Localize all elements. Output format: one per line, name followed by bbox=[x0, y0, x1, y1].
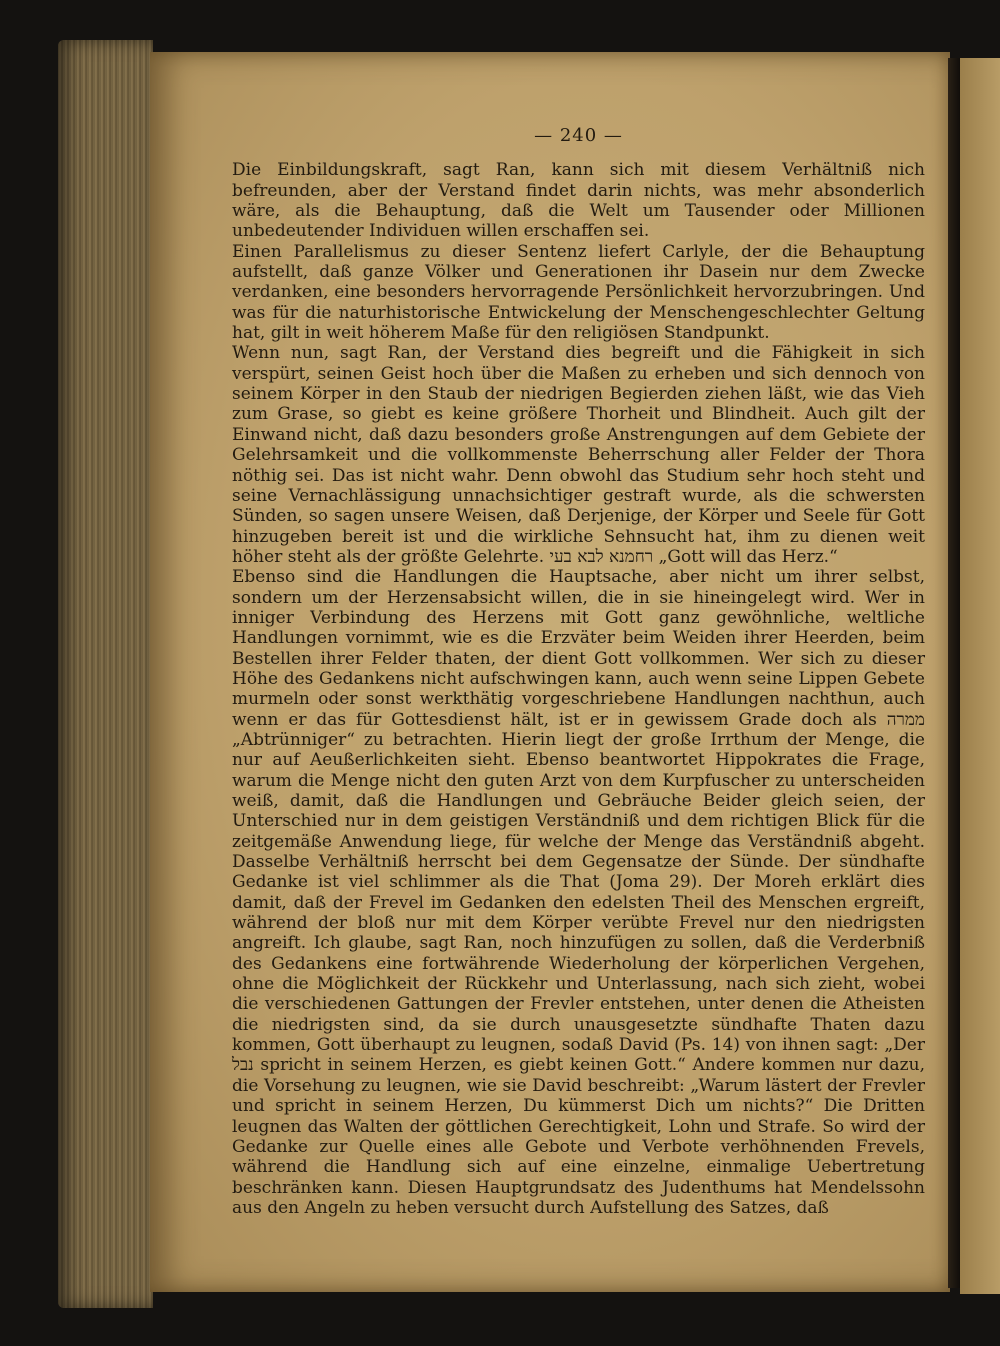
paragraph-3: Wenn nun, sagt Ran, der Verstand dies begreift und die Fähigkeit in sich verspürt, seinen Geist hoch über die Maßen zu erheben und sich dennoch von seinem Körper in den Staub der niedrigen Begierden ziehen läßt, wie das Vieh zum Grase, so giebt es keine größere Thorheit und Blindheit. Auch gilt der Einwand nicht, daß dazu besonders große Anstrengungen auf dem Gebiete der Gelehrsamkeit und die vollkommenste Beherrschung aller Felder der Thora nöthig sei. Das ist nicht wahr. Denn obwohl das Studium sehr hoch steht und seine Vernachlässigung unnachsichtiger gestraft wurde, als die schwersten Sünden, so sagen unsere Weisen, daß Derjenige, der Körper und Seele für Gott hinzugeben bereit ist und die wirkliche Sehnsucht hat, ihm zu dienen weit höher steht als der größte Gelehrte. רחמנא לבא בעי „Gott will das Herz.“ bbox=[232, 343, 925, 567]
paragraph-4: Ebenso sind die Handlungen die Hauptsache, aber nicht um ihrer selbst, sondern um der Herzensabsicht willen, die in sie hineingelegt wird. Wer in inniger Verbindung des Herzens mit Gott ganz gewöhnliche, weltliche Handlungen vornimmt, wie es die Erzväter beim Weiden ihrer Heerden, beim Bestellen ihrer Felder thaten, der dient Gott vollkommen. Wer sich zu dieser Höhe des Gedankens nicht aufschwingen kann, auch wenn seine Lippen Gebete murmeln oder sonst werkthätig vorgeschriebene Handlungen nachthun, auch wenn er das für Gottesdienst hält, ist er in gewissem Grade doch als ממרה „Abtrünniger“ zu betrachten. Hierin liegt der große Irrthum der Menge, die nur auf Aeußerlichkeiten sieht. Ebenso beantwortet Hippokrates die Frage, warum die Menge nicht den guten Arzt von dem Kurpfuscher zu unterscheiden weiß, damit, daß die Handlungen und Gebräuche Beider gleich seien, der Unterschied nur in dem geistigen Verständniß und dem richtigen Blick für die zeitgemäße Anwendung liege, für welche der Menge das Verständniß abgeht. Dasselbe Verhältniß herrscht bei dem Gegensatze der Sünde. Der sündhafte Gedanke ist viel schlimmer als die That (Joma 29). Der Moreh erklärt dies damit, daß der Frevel im Gedanken den edelsten Theil des Menschen ergreift, während der bloß nur mit dem Körper verübte Frevel nur den niedrigsten angreift. Ich glaube, sagt Ran, noch hinzufügen zu sollen, daß die Verderbniß des Gedankens eine fortwährende Wiederholung der körperlichen Vergehen, ohne die Möglichkeit der Rückkehr und Unterlassung, nach sich zieht, wobei die verschiedenen Gattungen der Frevler entstehen, unter denen die Atheisten die niedrigsten sind, da sie durch unausgesetzte sündhafte Thaten dazu kommen, Gott überhaupt zu leugnen, sodaß David (Ps. 14) von ihnen sagt: „Der נבל spricht in seinem Herzen, es giebt keinen Gott.“ Andere kommen nur dazu, die Vorsehung zu leugnen, wie sie David beschreibt: „Warum lästert der Frevler und spricht in seinem Herzen, Du kümmerst Dich um nichts?“ Die Dritten leugnen das Walten der göttlichen Gerechtigkeit, Lohn und Strafe. So wird der Gedanke zur Quelle eines alle Gebote und Verbote verhöhnenden Frevels, während die Handlung sich auf eine einzelne, einmalige Uebertretung beschränken kann. Diesen Hauptgrundsatz des Judenthums hat Mendelssohn aus den Angeln zu heben versucht durch Aufstellung des Satzes, daß bbox=[232, 567, 925, 1218]
paragraph-1: Die Einbildungskraft, sagt Ran, kann sich mit diesem Verhältniß nich befreunden, aber der Verstand findet darin nichts, was mehr absonderlich wäre, als die Behauptung, daß die Welt um Tausender oder Millionen unbedeutender Individuen willen erschaffen sei. bbox=[232, 160, 925, 242]
paragraph-2: Einen Parallelismus zu dieser Sentenz liefert Carlyle, der die Behauptung aufstellt, daß ganze Völker und Generationen ihr Dasein nur dem Zwecke verdanken, eine besonders hervorragende Persönlichkeit hervorzubringen. Und was für die naturhistorische Entwickelung der Menschengeschlechter Geltung hat, gilt in weit höherem Maße für den religiösen Standpunkt. bbox=[232, 241, 925, 344]
page-edges bbox=[58, 40, 153, 1308]
adjacent-page-edge bbox=[960, 58, 1000, 1294]
page-number: — 240 — bbox=[534, 125, 623, 146]
page-text bbox=[232, 126, 925, 1218]
